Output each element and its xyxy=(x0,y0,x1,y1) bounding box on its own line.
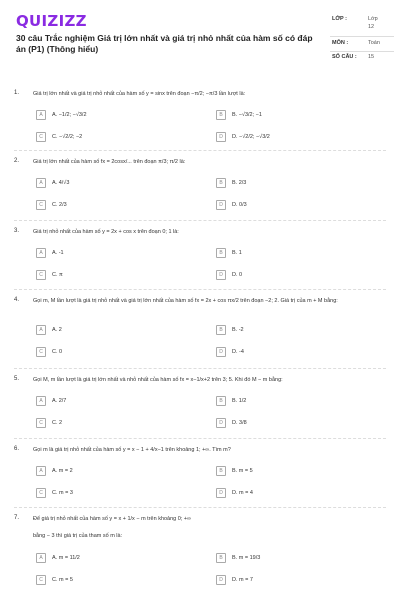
answer-option-a[interactable] xyxy=(36,178,196,190)
meta-label-lop: LỚP : xyxy=(332,16,347,22)
option-letter-box: A xyxy=(36,466,46,476)
option-letter-box: D xyxy=(216,132,226,142)
question-number: 7. xyxy=(14,515,20,521)
option-text: C. −√2/2; −2 xyxy=(52,134,83,140)
option-letter-box: B xyxy=(216,396,226,406)
answer-option-a[interactable] xyxy=(36,466,196,478)
meta-value-socau: 15 xyxy=(368,54,375,60)
option-text: C. 2/3 xyxy=(52,202,67,208)
option-letter-box: D xyxy=(216,347,226,357)
option-letter-box: A xyxy=(36,396,46,406)
option-text: C. 2 xyxy=(52,420,63,426)
option-text: A. −1/2; −√3/2 xyxy=(52,112,87,118)
question-divider xyxy=(14,438,386,439)
option-letter-box: B xyxy=(216,110,226,120)
meta-row-socau xyxy=(332,52,392,66)
option-text: A. -1 xyxy=(52,250,64,256)
answer-option-b[interactable] xyxy=(216,248,376,260)
answer-option-d[interactable] xyxy=(216,132,376,144)
option-text: D. -4 xyxy=(232,349,244,355)
meta-row-lop xyxy=(332,14,392,38)
question-text-continued: bằng − 3 thì giá trị của tham số m là: xyxy=(33,533,123,539)
option-letter-box: D xyxy=(216,270,226,280)
answer-option-c[interactable] xyxy=(36,200,196,212)
option-letter-box: D xyxy=(216,418,226,428)
answer-option-d[interactable] xyxy=(216,270,376,282)
answer-option-a[interactable] xyxy=(36,396,196,408)
question-text: Gọi m là giá trị nhỏ nhất của hàm số y = x − 1 + 4/x−1 trên khoảng 1; +∞. Tìm m? xyxy=(33,447,231,453)
question-number: 4. xyxy=(14,297,20,303)
answer-option-b[interactable] xyxy=(216,396,376,408)
option-text: C. π xyxy=(52,272,63,278)
answer-option-b[interactable] xyxy=(216,466,376,478)
question-number: 2. xyxy=(14,158,20,164)
answer-option-b[interactable] xyxy=(216,553,376,565)
meta-value-lop-1: Lớp xyxy=(368,16,378,22)
option-text: B. -2 xyxy=(232,327,244,333)
option-letter-box: C xyxy=(36,575,46,585)
question-number: 6. xyxy=(14,446,20,452)
option-letter-box: C xyxy=(36,200,46,210)
option-letter-box: C xyxy=(36,270,46,280)
option-letter-box: C xyxy=(36,488,46,498)
option-text: D. 0/3 xyxy=(232,202,247,208)
answer-option-a[interactable] xyxy=(36,110,196,122)
question-text: Giá trị lớn nhất và giá trị nhỏ nhất của hàm số y = sinx trên đoạn −π/2; −π/3 lần lượt là: xyxy=(33,91,246,97)
option-text: B. m = 5 xyxy=(232,468,253,474)
option-letter-box: A xyxy=(36,178,46,188)
answer-option-c[interactable] xyxy=(36,132,196,144)
meta-row-mon xyxy=(332,38,392,52)
answer-option-d[interactable] xyxy=(216,575,376,587)
option-text: B. 1 xyxy=(232,250,242,256)
question-text: Để giá trị nhỏ nhất của hàm số y = x + 1/x − m trên khoảng 0; +∞ xyxy=(33,516,192,522)
option-letter-box: D xyxy=(216,575,226,585)
quizizz-logo: QUIZIZZ xyxy=(16,12,87,30)
option-text: C. 0 xyxy=(52,349,63,355)
option-letter-box: D xyxy=(216,200,226,210)
answer-option-c[interactable] xyxy=(36,347,196,359)
answer-option-b[interactable] xyxy=(216,325,376,337)
question-divider xyxy=(14,368,386,369)
option-letter-box: D xyxy=(216,488,226,498)
answer-option-b[interactable] xyxy=(216,110,376,122)
meta-value-lop-2: 12 xyxy=(368,24,375,30)
question-divider xyxy=(14,289,386,290)
meta-value-mon: Toán xyxy=(368,40,380,46)
answer-option-d[interactable] xyxy=(216,488,376,500)
meta-label-mon: MÔN : xyxy=(332,40,349,46)
answer-option-d[interactable] xyxy=(216,200,376,212)
option-text: C. m = 5 xyxy=(52,577,73,583)
option-letter-box: B xyxy=(216,248,226,258)
document-title: 30 câu Trắc nghiệm Giá trị lớn nhất và giá trị nhỏ nhất của hàm số có đáp án (P1) (Thông hiểu) xyxy=(16,33,313,54)
option-letter-box: A xyxy=(36,248,46,258)
answer-option-d[interactable] xyxy=(216,347,376,359)
option-text: D. m = 4 xyxy=(232,490,253,496)
option-text: A. 2 xyxy=(52,327,62,333)
option-text: A. m = 2 xyxy=(52,468,73,474)
meta-label-socau: SỐ CÂU : xyxy=(332,54,357,60)
meta-panel xyxy=(332,14,392,66)
question-divider xyxy=(14,507,386,508)
question-text: Gọi m, M lần lượt là giá trị nhỏ nhất và giá trị lớn nhất của hàm số fx = 2x + cos πx/2 trên đoạn −2; 2. Giá trị của m + M bằng: xyxy=(33,298,338,304)
option-letter-box: C xyxy=(36,418,46,428)
option-text: D. m = 7 xyxy=(232,577,253,583)
question-divider xyxy=(14,150,386,151)
option-letter-box: B xyxy=(216,466,226,476)
option-letter-box: B xyxy=(216,553,226,563)
option-text: A. 2/7 xyxy=(52,398,67,404)
option-text: A. m = 11/2 xyxy=(52,555,80,561)
option-text: B. 2/3 xyxy=(232,180,247,186)
option-text: D. −√2/2; −√3/2 xyxy=(232,134,270,140)
option-letter-box: A xyxy=(36,110,46,120)
question-number: 1. xyxy=(14,90,20,96)
option-letter-box: C xyxy=(36,347,46,357)
question-number: 3. xyxy=(14,228,20,234)
option-letter-box: B xyxy=(216,178,226,188)
answer-option-a[interactable] xyxy=(36,325,196,337)
option-text: C. m = 3 xyxy=(52,490,73,496)
meta-divider xyxy=(330,51,394,52)
answer-option-c[interactable] xyxy=(36,575,196,587)
answer-option-b[interactable] xyxy=(216,178,376,190)
question-number: 5. xyxy=(14,376,20,382)
question-text: Gọi M, m lần lượt là giá trị lớn nhất và nhỏ nhất của hàm số fx = x−1/x+2 trên 3; 5. Khi đó M − m bằng: xyxy=(33,377,283,383)
answer-option-c[interactable] xyxy=(36,418,196,430)
option-letter-box: C xyxy=(36,132,46,142)
option-text: B. −√3/2; −1 xyxy=(232,112,262,118)
option-text: B. m = 19/3 xyxy=(232,555,261,561)
option-letter-box: A xyxy=(36,325,46,335)
option-letter-box: A xyxy=(36,553,46,563)
answer-option-c[interactable] xyxy=(36,270,196,282)
option-text: B. 1/2 xyxy=(232,398,247,404)
option-text: D. 3/8 xyxy=(232,420,247,426)
answer-option-a[interactable] xyxy=(36,248,196,260)
question-text: Giá trị nhỏ nhất của hàm số y = 2x + cos x trên đoạn 0; 1 là: xyxy=(33,229,179,235)
answer-option-a[interactable] xyxy=(36,553,196,565)
question-text: Giá trị lớn nhất của hàm số fx = 2cosx/... trên đoạn π/3; π/2 là: xyxy=(33,159,186,165)
option-text: A. 4/√3 xyxy=(52,180,70,186)
answer-option-d[interactable] xyxy=(216,418,376,430)
option-letter-box: B xyxy=(216,325,226,335)
question-divider xyxy=(14,220,386,221)
option-text: D. 0 xyxy=(232,272,243,278)
meta-divider xyxy=(330,36,394,37)
answer-option-c[interactable] xyxy=(36,488,196,500)
